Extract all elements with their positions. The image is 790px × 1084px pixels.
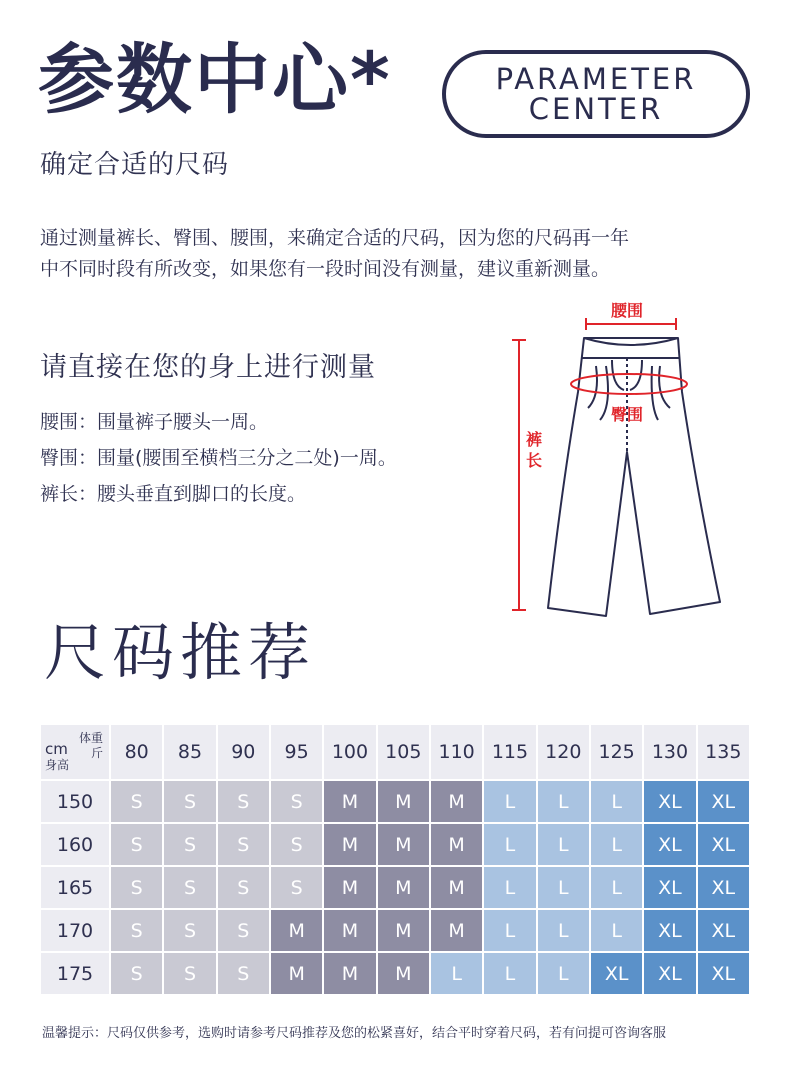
size-row bbox=[40, 952, 750, 995]
size-cell: M bbox=[323, 909, 376, 952]
size-row bbox=[40, 780, 750, 823]
size-cell: L bbox=[483, 866, 536, 909]
size-cell: XL bbox=[697, 866, 750, 909]
size-cell: M bbox=[377, 866, 430, 909]
size-cell: L bbox=[537, 780, 590, 823]
size-table-body bbox=[40, 780, 750, 995]
weight-header-cell: 115 bbox=[483, 724, 536, 780]
size-cell: S bbox=[110, 866, 163, 909]
size-cell: M bbox=[377, 780, 430, 823]
length-label-1: 裤 bbox=[525, 430, 543, 449]
size-cell: S bbox=[163, 866, 216, 909]
size-cell: XL bbox=[697, 952, 750, 995]
size-cell: L bbox=[537, 909, 590, 952]
weight-header-cell: 85 bbox=[163, 724, 216, 780]
size-cell: M bbox=[323, 823, 376, 866]
corner-height-label bbox=[45, 742, 69, 773]
size-cell: S bbox=[110, 909, 163, 952]
measure-item-waist: 腰围：围量裤子腰头一周。 bbox=[40, 411, 269, 433]
size-cell: L bbox=[537, 823, 590, 866]
size-cell: M bbox=[323, 780, 376, 823]
size-cell: L bbox=[590, 909, 643, 952]
corner-weight-label bbox=[79, 731, 103, 761]
measure-item-hip: 臀围：围量(腰围至横档三分之二处)一周。 bbox=[40, 447, 397, 469]
intro-line: 通过测量裤长、臀围、腰围，来确定合适的尺码，因为您的尺码再一年 bbox=[40, 227, 630, 249]
waist-label: 腰围 bbox=[610, 301, 644, 320]
size-cell: L bbox=[430, 952, 483, 995]
size-cell: S bbox=[163, 823, 216, 866]
measure-item-length: 裤长：腰头垂直到脚口的长度。 bbox=[40, 483, 307, 505]
height-cell: 170 bbox=[40, 909, 110, 952]
size-cell: S bbox=[217, 866, 270, 909]
size-cell: L bbox=[483, 909, 536, 952]
weight-header-cell: 80 bbox=[110, 724, 163, 780]
weight-header-cell: 130 bbox=[643, 724, 696, 780]
intro-paragraph bbox=[40, 223, 760, 285]
size-cell: XL bbox=[643, 823, 696, 866]
measure-list bbox=[40, 404, 397, 512]
size-cell: L bbox=[483, 780, 536, 823]
size-cell: S bbox=[217, 952, 270, 995]
size-cell: L bbox=[537, 952, 590, 995]
size-cell: M bbox=[323, 952, 376, 995]
measure-heading: 请直接在您的身上进行测量 bbox=[40, 352, 376, 383]
size-cell: M bbox=[430, 866, 483, 909]
intro-line: 中不同时段有所改变，如果您有一段时间没有测量，建议重新测量。 bbox=[40, 258, 611, 280]
weight-header-cell: 105 bbox=[377, 724, 430, 780]
size-cell: S bbox=[163, 909, 216, 952]
size-cell: S bbox=[110, 952, 163, 995]
weight-header-cell: 110 bbox=[430, 724, 483, 780]
size-cell: L bbox=[483, 952, 536, 995]
height-cell: 165 bbox=[40, 866, 110, 909]
size-cell: M bbox=[377, 823, 430, 866]
size-cell: XL bbox=[590, 952, 643, 995]
weight-header-cell: 120 bbox=[537, 724, 590, 780]
height-cell: 150 bbox=[40, 780, 110, 823]
size-cell: XL bbox=[643, 909, 696, 952]
size-cell: L bbox=[537, 866, 590, 909]
table-corner-cell bbox=[40, 724, 110, 780]
corner-weight-text: 体重 bbox=[78, 731, 103, 745]
size-cell: S bbox=[217, 780, 270, 823]
english-title-line2: CENTER bbox=[528, 92, 664, 126]
hip-label: 臀围 bbox=[610, 405, 644, 424]
size-row bbox=[40, 866, 750, 909]
size-cell: S bbox=[270, 866, 323, 909]
size-cell: S bbox=[110, 780, 163, 823]
size-cell: S bbox=[217, 823, 270, 866]
size-cell: M bbox=[270, 909, 323, 952]
page-subtitle: 确定合适的尺码 bbox=[40, 150, 230, 180]
corner-height-text: 身高 bbox=[45, 758, 70, 772]
size-cell: M bbox=[323, 866, 376, 909]
size-cell: L bbox=[590, 780, 643, 823]
weight-header-cell: 90 bbox=[217, 724, 270, 780]
size-cell: M bbox=[430, 909, 483, 952]
size-cell: M bbox=[430, 780, 483, 823]
pants-measurement-diagram bbox=[500, 296, 740, 626]
corner-height-unit: cm bbox=[45, 740, 68, 758]
weight-header-cell: 100 bbox=[323, 724, 376, 780]
size-cell: M bbox=[430, 823, 483, 866]
english-title-line1: PARAMETER bbox=[495, 61, 697, 96]
size-cell: M bbox=[270, 952, 323, 995]
size-cell: S bbox=[217, 909, 270, 952]
size-cell: S bbox=[270, 823, 323, 866]
size-cell: XL bbox=[697, 909, 750, 952]
english-title-badge bbox=[442, 50, 750, 138]
size-row bbox=[40, 909, 750, 952]
size-cell: XL bbox=[697, 780, 750, 823]
height-cell: 175 bbox=[40, 952, 110, 995]
size-cell: XL bbox=[643, 780, 696, 823]
page-title: 参数中心* bbox=[38, 35, 392, 124]
size-cell: XL bbox=[643, 866, 696, 909]
size-cell: L bbox=[590, 823, 643, 866]
pants-outline bbox=[548, 338, 720, 616]
size-cell: M bbox=[377, 952, 430, 995]
size-cell: S bbox=[163, 780, 216, 823]
weight-header-cell: 135 bbox=[697, 724, 750, 780]
size-cell: M bbox=[377, 909, 430, 952]
size-cell: S bbox=[163, 952, 216, 995]
length-label-2: 长 bbox=[525, 451, 543, 470]
corner-weight-unit: 斤 bbox=[90, 746, 103, 760]
size-recommend-title: 尺码推荐 bbox=[44, 616, 317, 689]
size-cell: XL bbox=[643, 952, 696, 995]
length-arrow bbox=[512, 340, 526, 610]
size-cell: L bbox=[483, 823, 536, 866]
weight-header-cell: 125 bbox=[590, 724, 643, 780]
size-cell: S bbox=[270, 780, 323, 823]
size-cell: L bbox=[590, 866, 643, 909]
size-cell: S bbox=[110, 823, 163, 866]
size-cell: XL bbox=[697, 823, 750, 866]
weight-header-cell: 95 bbox=[270, 724, 323, 780]
weight-header-row bbox=[40, 724, 750, 780]
footer-tip: 温馨提示：尺码仅供参考，选购时请参考尺码推荐及您的松紧喜好，结合平时穿着尺码，若有问提可咨询客服 bbox=[42, 1026, 667, 1041]
size-row bbox=[40, 823, 750, 866]
height-cell: 160 bbox=[40, 823, 110, 866]
size-recommendation-table bbox=[39, 723, 751, 996]
